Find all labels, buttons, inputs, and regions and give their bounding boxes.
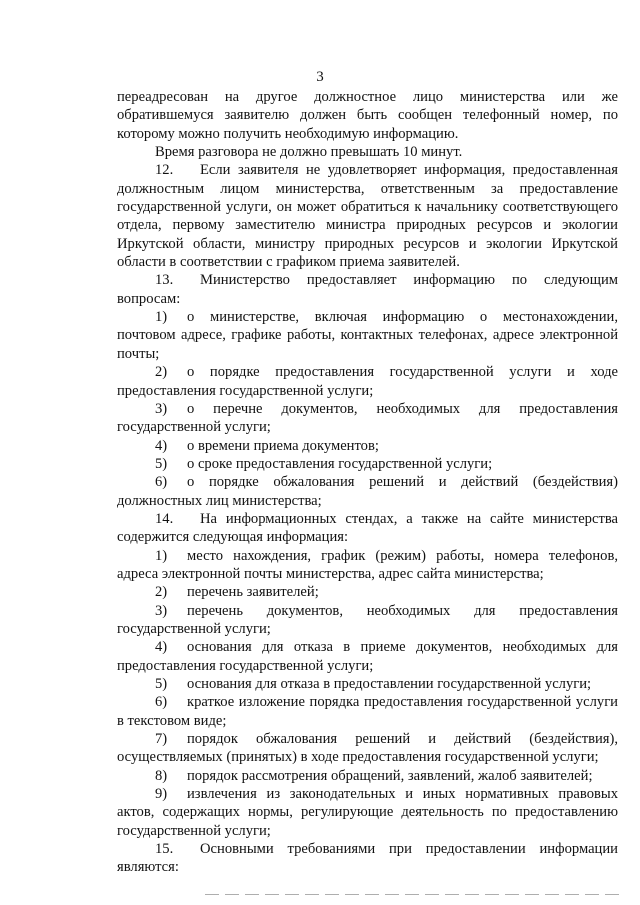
section-15 [117, 840, 618, 877]
list-item [117, 602, 618, 639]
list-item-number: 2) [155, 364, 168, 381]
list-item [117, 785, 618, 840]
section-number: 15. [155, 841, 174, 858]
list-item-number: 7) [155, 731, 168, 748]
list-item [117, 583, 618, 601]
section-text: Министерство предоставляет информацию по следующим вопросам: [117, 272, 618, 307]
list-item-number: 1) [155, 309, 168, 326]
list-item-number: 6) [155, 474, 168, 491]
paragraph-continuation: переадресован на другое должностное лицо министерства или же обратившемуся заявителю должен быть сообщен телефонный номер, по которому можно получить необходимую информацию. [117, 89, 618, 142]
section-number: 12. [155, 162, 174, 179]
list-item-number: 4) [155, 639, 168, 656]
list-item [117, 437, 618, 455]
section-text: На информационных стендах, а также на сайте министерства содержится следующая информация: [117, 510, 618, 546]
list-item-number: 8) [155, 767, 168, 784]
list-item-number: 3) [155, 400, 168, 417]
list-item-number: 9) [155, 786, 168, 803]
list-item [117, 767, 618, 785]
list-item-number: 4) [155, 437, 168, 454]
section-text: Основными требованиями при предоставлении информации являются: [117, 841, 618, 876]
list-item [117, 473, 618, 510]
section-number: 13. [155, 272, 174, 289]
paragraph-call-duration: Время разговора не должно превышать 10 минут. [155, 144, 463, 161]
list-item-text: о порядке обжалования решений и действий (бездействия) должностных лиц министерства; [117, 474, 618, 509]
list-item-text: место нахождения, график (режим) работы, номера телефонов, адреса электронной почты министерства, адрес сайта министерства; [117, 547, 618, 582]
list-item-text: краткое изложение порядка предоставления государственной услуги в текстовом виде; [117, 694, 618, 729]
section-14 [117, 510, 618, 547]
list-item [117, 638, 618, 675]
section-13 [117, 271, 618, 308]
list-item-text: перечень заявителей; [187, 584, 319, 601]
list-item-number: 1) [155, 547, 168, 564]
list-item [117, 400, 618, 437]
list-item-number: 2) [155, 584, 168, 601]
section-number: 14. [155, 510, 174, 527]
list-item-text: основания для отказа в приеме документов, необходимых для предоставления государственной услуги; [117, 639, 618, 674]
section-text: Если заявителя не удовлетворяет информация, предоставленная должностным лицом министерства, ответственным за предоставление государственной услуги, он может обратиться к начальнику соответствующего отдела, первому заместителю министра природных ресурсов и экологии Иркутской области, министру природных ресурсов и экологии Иркутской области в соответствии с графиком приема заявителей. [117, 162, 618, 271]
list-item [117, 675, 618, 693]
list-item [117, 455, 618, 473]
list-item-text: основания для отказа в предоставлении государственной услуги; [187, 676, 592, 692]
list-item-number: 6) [155, 694, 168, 711]
list-item-text: порядок рассмотрения обращений, заявлений, жалоб заявителей; [187, 767, 593, 784]
list-item [117, 547, 618, 584]
list-item [117, 363, 618, 400]
list-item-text: перечень документов, необходимых для предоставления государственной услуги; [117, 602, 618, 637]
list-item [117, 308, 618, 363]
list-item-text: о сроке предоставления государственной услуги; [187, 455, 493, 472]
list-item-text: порядок обжалования решений и действий (бездействия), осуществляемых (принятых) в ходе предоставления государственной услуги; [117, 731, 618, 766]
list-item-text: о министерстве, включая информацию о местонахождении, почтовом адресе, графике работы, контактных телефонах, адресе электронной почты; [117, 309, 618, 362]
footer-scan-artifact [205, 894, 625, 895]
document-body [117, 88, 618, 877]
list-item [117, 730, 618, 767]
section-12 [117, 161, 618, 271]
list-item-number: 3) [155, 602, 168, 619]
list-item [117, 693, 618, 730]
list-item-text: извлечения из законодательных и иных нормативных правовых актов, содержащих нормы, регулирующие деятельность по предоставлению государственной услуги; [117, 786, 618, 839]
list-item-number: 5) [155, 455, 168, 472]
list-item-number: 5) [155, 676, 168, 692]
list-item-text: о порядке предоставления государственной услуги и ходе предоставления государственной услуги; [117, 364, 618, 399]
page-number: 3 [316, 69, 324, 85]
list-item-text: о перечне документов, необходимых для предоставления государственной услуги; [117, 400, 618, 436]
list-item-text: о времени приема документов; [187, 437, 379, 454]
